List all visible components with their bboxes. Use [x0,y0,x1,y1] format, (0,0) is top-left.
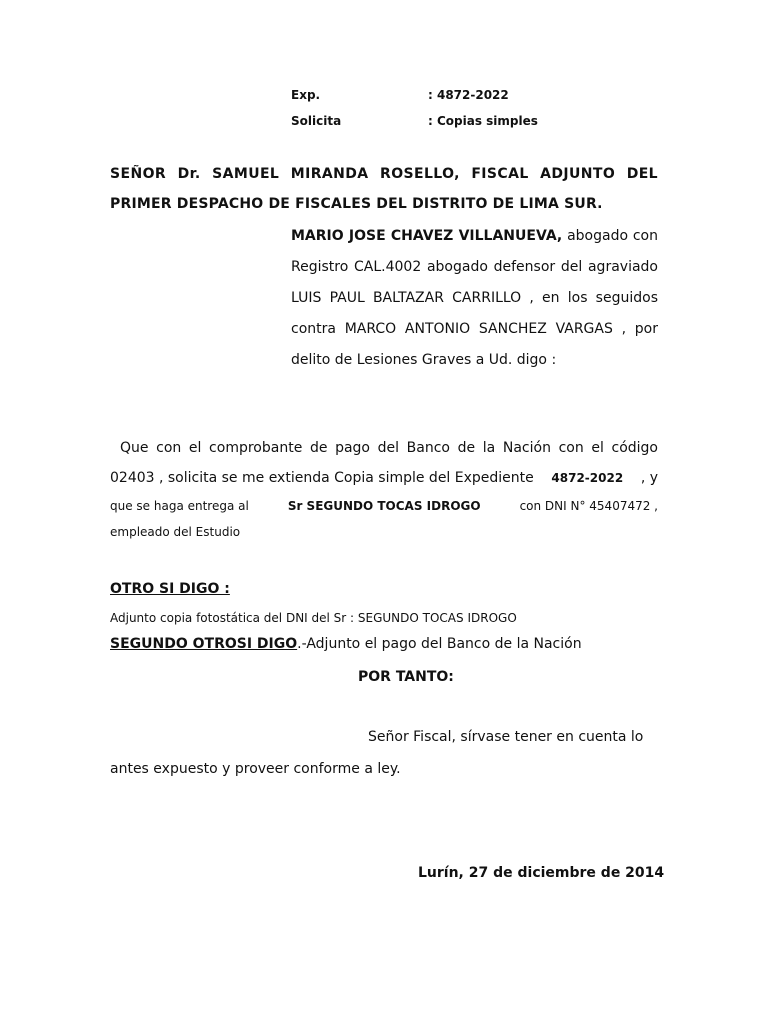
request-line-3-text: que se haga entrega al [110,499,249,513]
expediente-number: 4872-2022 [551,471,624,485]
exp-value: : 4872-2022 [428,88,509,102]
lawyer-name: MARIO JOSE CHAVEZ VILLANUEVA, [291,228,563,244]
exp-label: Exp. [291,88,321,102]
request-line-1: Que con el comprobante de pago del Banco de la Nación con el código [120,440,658,456]
solicita-value: : Copias simples [428,114,538,128]
closing-line-2: antes expuesto y proveer conforme a ley. [110,761,401,777]
recipient-dni: con DNI N° 45407472 , [519,499,658,513]
addressee-line-2: PRIMER DESPACHO DE FISCALES DEL DISTRITO DE LIMA SUR. [110,196,603,212]
closing-line-1: Señor Fiscal, sírvase tener en cuenta lo [368,729,644,745]
intro-text: abogado con Registro CAL.4002 abogado defensor del agraviado LUIS PAUL BALTAZAR CARRILLO , en los seguidos contra MARCO ANTONIO SANCHEZ VARGAS , por delito de Lesiones Graves a Ud. digo : [291,228,658,368]
intro-paragraph [291,221,658,376]
segundo-otrosi-heading: SEGUNDO OTROSI DIGO [110,636,298,652]
request-line-2-end: , y [640,470,658,486]
request-line-2 [110,470,658,486]
otrosi-heading: OTRO SI DIGO : [110,581,230,597]
place-date: Lurín, 27 de diciembre de 2014 [418,865,665,881]
otrosi-text: Adjunto copia fotostática del DNI del Sr : SEGUNDO TOCAS IDROGO [110,611,517,625]
segundo-otrosi-text: .-Adjunto el pago del Banco de la Nación [297,636,582,652]
solicita-label: Solicita [291,114,342,128]
por-tanto: POR TANTO: [358,669,454,685]
recipient-name: Sr SEGUNDO TOCAS IDROGO [287,499,481,513]
request-line-2-text: 02403 , solicita se me extienda Copia simple del Expediente [110,470,534,486]
addressee-line-1: SEÑOR Dr. SAMUEL MIRANDA ROSELLO, FISCAL ADJUNTO DEL [110,166,658,182]
request-line-3 [110,499,658,513]
request-line-4: empleado del Estudio [110,525,241,539]
segundo-otrosi [110,636,582,652]
